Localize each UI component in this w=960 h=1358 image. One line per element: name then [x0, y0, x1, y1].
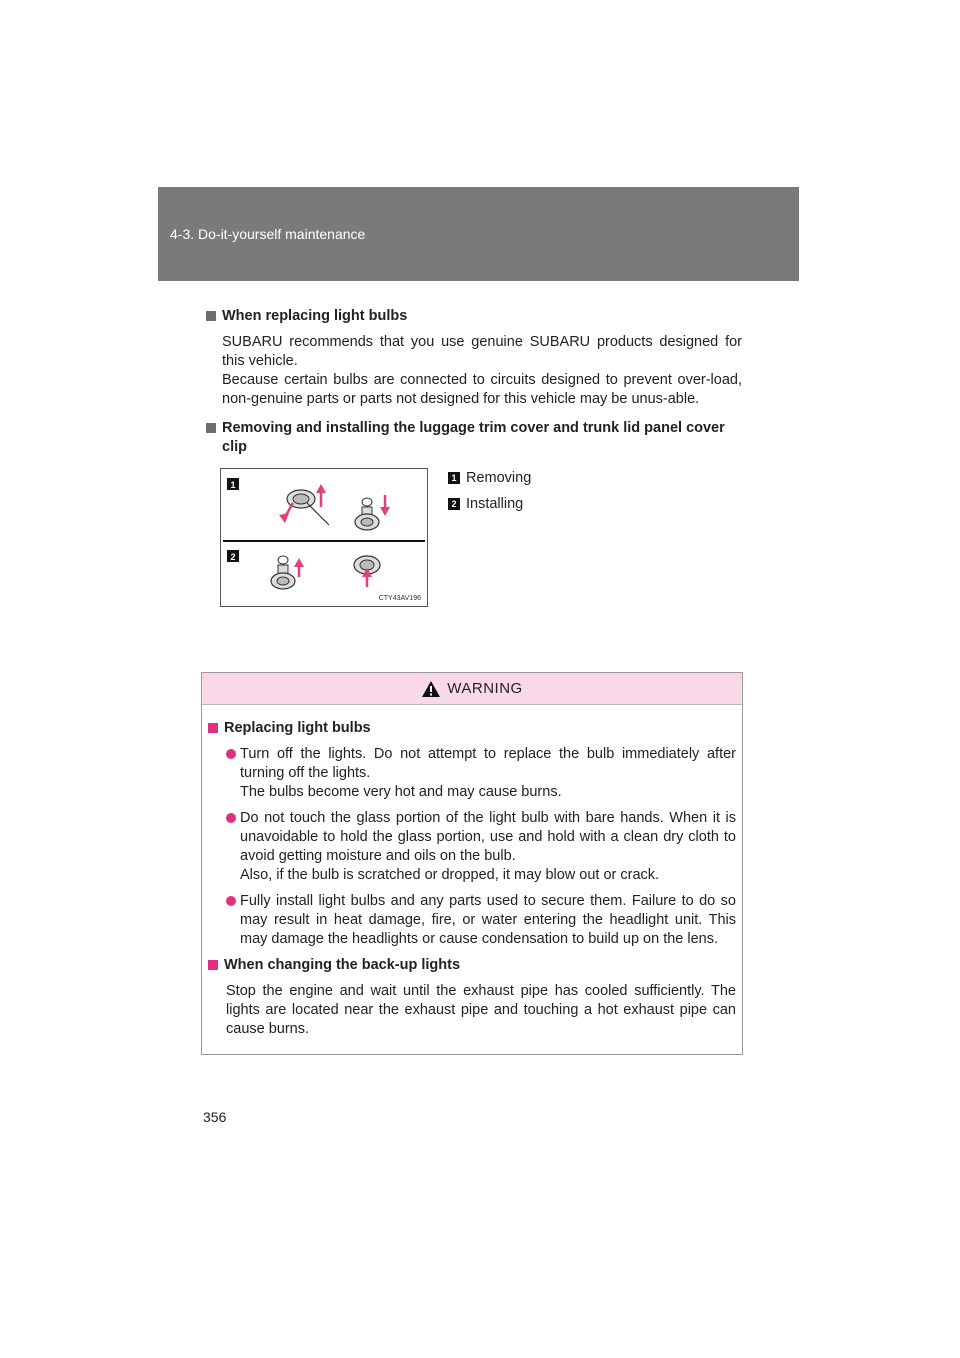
warning-heading-backup: When changing the back-up lights [208, 956, 736, 975]
legend-item-installing: 2 Installing [448, 491, 531, 517]
warning-body [202, 705, 742, 1039]
paragraph-replacing-bulbs [206, 333, 742, 409]
round-bullet-icon [226, 896, 236, 906]
warning-bullet: Fully install light bulbs and any parts used to secure them. Failure to do so may result in heat damage, fire, or water entering the headlight unit. This may damage the headlights or cause condensation to build up on the lens. [208, 892, 736, 949]
warning-title: WARNING [447, 680, 523, 697]
round-bullet-icon [226, 749, 236, 759]
warning-bullet: Do not touch the glass portion of the light bulb with bare hands. When it is unavoidable to hold the glass portion, use and hold with a clean dry cloth to avoid getting moisture and oils on the bulb. Also, if the bulb is scratched or dropped, it may blow out or crack. [208, 809, 736, 885]
svg-text:1: 1 [230, 480, 236, 490]
warning-header [202, 673, 742, 705]
clip-illustration [221, 469, 427, 606]
square-bullet-icon [206, 423, 216, 433]
page-number: 356 [203, 1109, 227, 1125]
warning-heading-bulbs: Replacing light bulbs [208, 719, 736, 738]
heading-trim-cover-clip: Removing and installing the luggage trim cover and trunk lid panel cover clip [206, 419, 742, 457]
square-bullet-icon [208, 723, 218, 733]
main-content [206, 307, 742, 610]
svg-text:2: 2 [230, 552, 236, 562]
warning-paragraph-backup: Stop the engine and wait until the exhaust pipe has cooled sufficiently. The lights are located near the exhaust pipe and touching a hot exhaust pipe can cause burns. [226, 983, 736, 1037]
number-1-icon: 1 [448, 472, 460, 484]
step-2-badge [227, 550, 239, 562]
warning-box [201, 672, 743, 1055]
figure-code: CTY43AV196 [378, 595, 421, 602]
section-title: 4-3. Do-it-yourself maintenance [170, 226, 366, 242]
step-1-badge [227, 478, 239, 490]
figure-row [206, 465, 742, 610]
figure-legend [448, 465, 531, 517]
clip-diagram [220, 468, 428, 607]
square-bullet-icon [206, 311, 216, 321]
square-bullet-icon [208, 960, 218, 970]
legend-item-removing: 1 Removing [448, 465, 531, 491]
paragraph-line: SUBARU recommends that you use genuine SUBARU products designed for this vehicle. [222, 334, 742, 369]
warning-bullet: Turn off the lights. Do not attempt to replace the bulb immediately after turning off the lights. The bulbs become very hot and may cause burns. [208, 745, 736, 802]
warning-triangle-icon [421, 680, 441, 698]
section-header-band [158, 187, 799, 281]
round-bullet-icon [226, 813, 236, 823]
heading-replacing-bulbs: When replacing light bulbs [206, 307, 742, 326]
number-2-icon: 2 [448, 498, 460, 510]
paragraph-line: Because certain bulbs are connected to circuits designed to prevent over-load, non-genuine parts or parts not designed for this vehicle may be unus-able. [222, 372, 742, 407]
